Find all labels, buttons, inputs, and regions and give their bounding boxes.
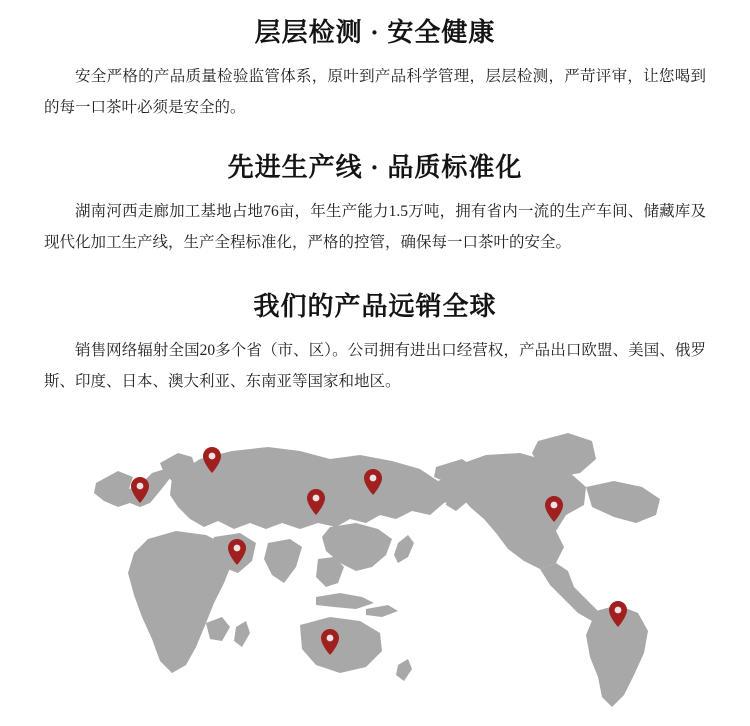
section-title: 我们的产品远销全球 xyxy=(253,292,497,321)
pin-australia xyxy=(321,629,339,655)
world-map-svg xyxy=(0,411,750,721)
pin-russia-west xyxy=(203,447,221,473)
section-safety xyxy=(0,0,750,123)
section-title: 层层检测 · 安全健康 xyxy=(254,18,496,47)
section-body: 湖南河西走廊加工基地占地76亩，年生产能力1.5万吨，拥有省内一流的生产车间、储藏库及现代化加工生产线，生产全程标准化，严格的控管，确保每一口茶叶的安全。 xyxy=(44,203,706,251)
world-map xyxy=(0,411,750,721)
section-global-sales xyxy=(0,258,750,397)
section-title: 先进生产线 · 品质标准化 xyxy=(227,153,523,182)
pin-russia-east xyxy=(364,469,382,495)
pin-russia-central xyxy=(307,489,325,515)
pin-north-america xyxy=(545,496,563,522)
section-body: 销售网络辐射全国20多个省（市、区）。公司拥有进出口经营权，产品出口欧盟、美国、俄罗斯、印度、日本、澳大利亚、东南亚等国家和地区。 xyxy=(44,342,706,390)
pin-south-america xyxy=(609,601,627,627)
pin-india xyxy=(228,539,246,565)
section-body: 安全严格的产品质量检验监管体系，原叶到产品科学管理，层层检测，严苛评审，让您喝到的每一口茶叶必须是安全的。 xyxy=(44,68,706,116)
section-production-line xyxy=(0,123,750,258)
pin-europe-west xyxy=(131,477,149,503)
